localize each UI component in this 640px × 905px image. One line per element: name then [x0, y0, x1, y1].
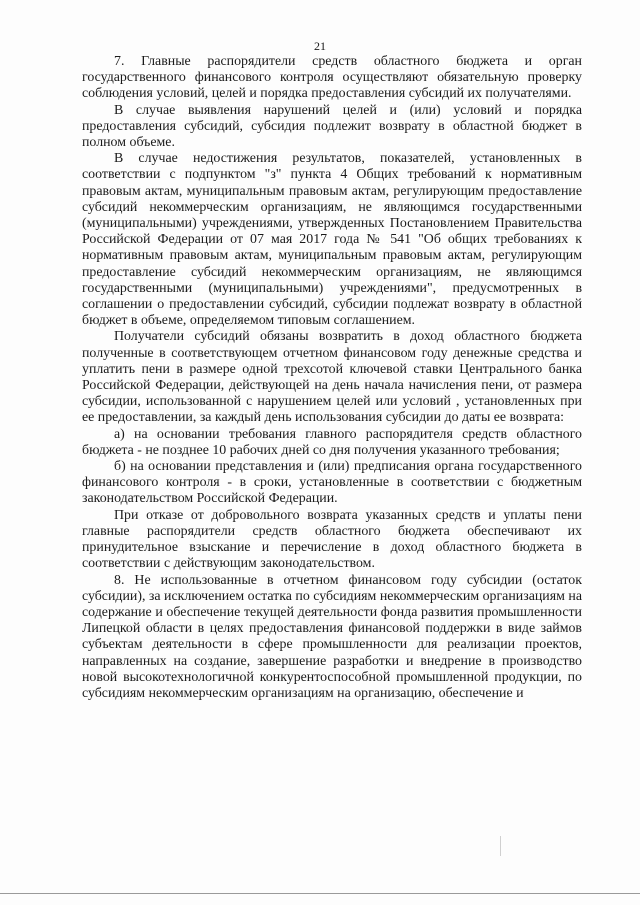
- paragraph-subitem-b: б) на основании представления и (или) предписания органа государственного финансового контроля - в сроки, установленные в соответствии с бюджетным законодательством Российской Федерации.: [82, 459, 582, 507]
- page-number: 21: [314, 39, 326, 53]
- paragraph-return-obligation: Получатели субсидий обязаны возвратить в доход областного бюджета полученные в соответствующем отчетном финансовом году денежные средства и уплатить пени в размере одной трехсотой ключевой ставки Центрального банка Российской Федерации, действующей на день начала начисления пени, от размера субсидии, использованной с нарушением целей или условий , установленных при ее предоставлении, за каждый день использования субсидии до даты ее возврата:: [82, 329, 582, 426]
- paragraph-forced-recovery: При отказе от добровольного возврата указанных средств и уплаты пени главные распорядители средств областного бюджета обеспечивают их принудительное взыскание и перечисление в доход областного бюджета в соответствии с действующим законодательством.: [82, 507, 582, 572]
- paragraph-violation-return: В случае выявления нарушений целей и (или) условий и порядка предоставления субсидий, субсидия подлежит возврату в областной бюджет в полном объеме.: [82, 102, 582, 151]
- paragraph-subitem-a: а) на основании требования главного распорядителя средств областного бюджета - не позднее 10 рабочих дней со дня получения указанного требования;: [82, 426, 582, 458]
- document-body: [82, 54, 582, 702]
- scan-artifact-mark: [500, 836, 501, 856]
- paragraph-item-7: 7. Главные распорядители средств областного бюджета и орган государственного финансового контроля осуществляют обязательную проверку соблюдения условий, целей и порядка предоставления субсидий их получателями.: [82, 54, 582, 102]
- page-bottom-rule: [0, 893, 640, 894]
- paragraph-results-not-achieved: В случае недостижения результатов, показателей, установленных в соответствии с подпунктом "з" пункта 4 Общих требований к нормативным правовым актам, муниципальным правовым актам, регулирующим предоставление субсидий некоммерческим организациям, не являющимся государственными (муниципальными) учреждениями, утвержденных Постановлением Правительства Российской Федерации от 07 мая 2017 года № 541 "Об общих требованиях к нормативным правовым актам, муниципальным правовым актам, регулирующим предоставление субсидий некоммерческим организациям, не являющимся государственными (муниципальными) учреждениями", предусмотренных в соглашении о предоставлении субсидий, субсидии подлежат возврату в областной бюджет в объеме, определяемом типовым соглашением.: [82, 151, 582, 329]
- paragraph-item-8: 8. Не использованные в отчетном финансовом году субсидии (остаток субсидии), за исключением остатка по субсидиям некоммерческим организациям на содержание и обеспечение текущей деятельности фонда развития промышленности Липецкой области в целях предоставления финансовой поддержки в виде займов субъектам деятельности в сфере промышленности для реализации проектов, направленных на создание, завершение разработки и внедрение в производство новой высокотехнологичной конкурентоспособной промышленной продукции, по субсидиям некоммерческим организациям на организацию, обеспечение и: [82, 572, 582, 701]
